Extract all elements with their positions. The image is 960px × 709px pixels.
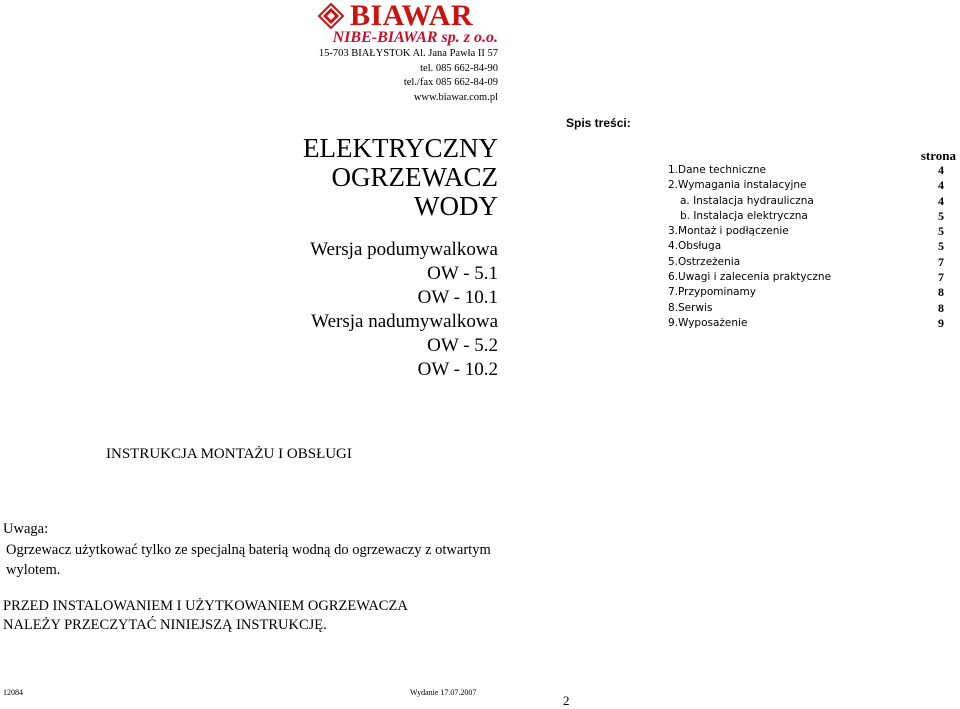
toc-entry[interactable] — [668, 285, 944, 300]
toc-entry-label: 4.Obsługa — [668, 240, 722, 253]
toc-entry[interactable] — [668, 178, 944, 193]
note-label: Uwaga: — [3, 521, 49, 537]
product-title-line: WODY — [414, 191, 498, 221]
toc-entry[interactable] — [668, 316, 944, 331]
diamond-arrows-logo-icon — [318, 3, 344, 29]
toc-entry-label: 6.Uwagi i zalecenia praktyczne — [668, 271, 832, 284]
toc-entry-label: a. Instalacja hydrauliczna — [680, 194, 814, 207]
product-title-line: ELEKTRYCZNY — [303, 133, 498, 163]
toc-entry-label: 2.Wymagania instalacyjne — [668, 179, 807, 192]
toc-entry-label: 1.Dane techniczne — [668, 164, 766, 176]
toc-entry[interactable] — [668, 239, 944, 254]
warning-line: PRZED INSTALOWANIEM I UŻYTKOWANIEM OGRZEWACZA — [3, 598, 408, 614]
address-line: 15-703 BIAŁYSTOK Al. Jana Pawła II 57 — [318, 48, 498, 59]
version-line: OW - 5.2 — [427, 335, 498, 356]
toc-entry-page: 5 — [938, 224, 944, 239]
company-name: NIBE-BIAWAR sp. z o.o. — [332, 29, 498, 46]
toc-entry-page: 5 — [938, 208, 944, 223]
toc-entry[interactable] — [668, 163, 944, 178]
toc-entry-page: 7 — [938, 254, 944, 269]
brand-name: BIAWAR — [350, 0, 474, 32]
toc-entry[interactable] — [668, 301, 944, 316]
phone-line: tel. 085 662-84-90 — [420, 62, 498, 74]
toc-entry-page: 8 — [938, 300, 944, 315]
company-info — [319, 30, 498, 105]
toc-entry-label: 7.Przypominamy — [668, 286, 756, 299]
warning-line: NALEŻY PRZECZYTAĆ NINIEJSZĄ INSTRUKCJĘ. — [3, 617, 327, 633]
toc-entry-page: 9 — [938, 315, 944, 330]
website-line[interactable]: www.biawar.com.pl — [413, 91, 498, 103]
version-line: Wersja nadumywalkowa — [311, 311, 498, 332]
toc-entry-page: 4 — [938, 193, 944, 208]
product-title — [303, 134, 498, 221]
toc-entry[interactable] — [668, 209, 944, 224]
toc-entry-page: 7 — [938, 270, 944, 285]
toc-page-column-label: strona — [920, 148, 956, 163]
brand-logo — [318, 2, 473, 30]
version-line: Wersja podumywalkowa — [310, 239, 498, 260]
toc-entry[interactable] — [668, 194, 944, 209]
toc-entry-label: 5.Ostrzeżenia — [668, 255, 741, 268]
toc-entry[interactable] — [668, 224, 944, 239]
toc-entry-page: 4 — [938, 163, 944, 177]
read-instructions-warning — [3, 597, 503, 635]
toc-entry-label: b. Instalacja elektryczna — [680, 209, 808, 222]
table-of-contents — [668, 163, 944, 331]
version-line: OW - 10.1 — [417, 287, 498, 308]
toc-heading: Spis treści: — [566, 116, 631, 130]
toc-entry[interactable] — [668, 270, 944, 285]
version-line: OW - 5.1 — [427, 263, 498, 284]
note-text: Ogrzewacz użytkować tylko ze specjalną baterią wodną do ogrzewaczy z otwartym wylotem. — [6, 542, 491, 578]
product-title-line: OGRZEWACZ — [331, 162, 498, 192]
toc-entry-label: 9.Wyposażenie — [668, 316, 748, 329]
toc-entry-page: 5 — [938, 239, 944, 254]
instructions-heading: INSTRUKCJA MONTAŻU I OBSŁUGI — [106, 446, 352, 462]
product-versions — [310, 238, 498, 382]
toc-entry-page: 8 — [938, 285, 944, 300]
fax-line: tel./fax 085 662-84-09 — [403, 77, 498, 88]
toc-entry-page: 4 — [938, 178, 944, 193]
toc-entry[interactable] — [668, 255, 944, 270]
footer-document-code: 12084 — [3, 688, 23, 697]
footer-edition: Wydanie 17.07.2007 — [410, 688, 477, 697]
toc-entry-label: 3.Montaż i podłączenie — [668, 225, 789, 238]
version-line: OW - 10.2 — [417, 359, 498, 380]
page-number: 2 — [563, 693, 570, 708]
toc-entry-label: 8.Serwis — [668, 301, 713, 314]
